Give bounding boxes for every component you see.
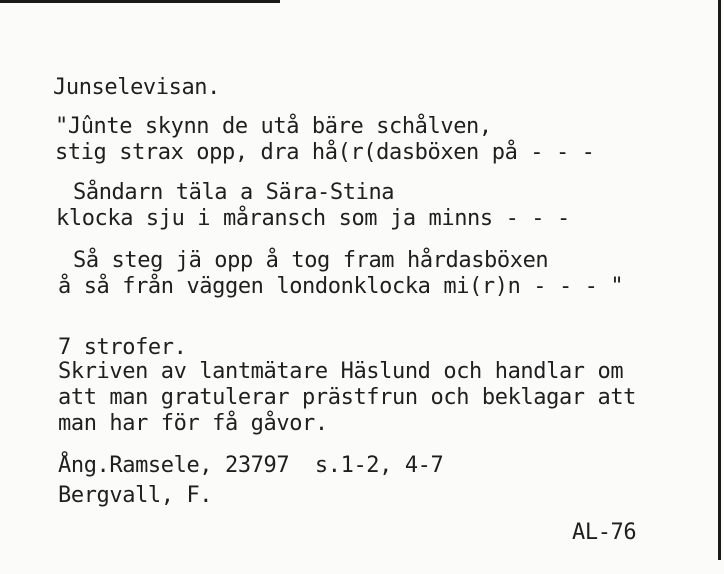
verse-line: Så steg jä opp å tog fram hårdasböxen (73, 248, 549, 273)
card-top-border (0, 0, 280, 3)
strofer-count: 7 strofer. (58, 335, 187, 360)
card-right-border (718, 0, 721, 560)
verse-line: Såndarn täla a Sära-Stina (73, 180, 395, 205)
verse-line: stig strax opp, dra hå(r(dasböxen på - - - (55, 140, 595, 165)
description-line: Skriven av lantmätare Häslund och handlar om (58, 359, 624, 384)
description-line: att man gratulerar prästfrun och beklagar att (58, 385, 637, 410)
verse-line: "Jûnte skynn de utå bäre schålven, (55, 114, 492, 139)
verse-line: klocka sju i måransch som ja minns - - - (56, 206, 570, 231)
record-reference: Ång.Ramsele, 23797 s.1-2, 4-7 (58, 453, 444, 478)
collector-name: Bergvall, F. (58, 483, 213, 508)
description-line: man har för få gåvor. (58, 411, 328, 436)
verse-line: å så från väggen londonklocka mi(r)n - - - " (58, 274, 624, 299)
archive-id: AL-76 (572, 520, 637, 545)
song-title: Junselevisan. (53, 75, 220, 100)
